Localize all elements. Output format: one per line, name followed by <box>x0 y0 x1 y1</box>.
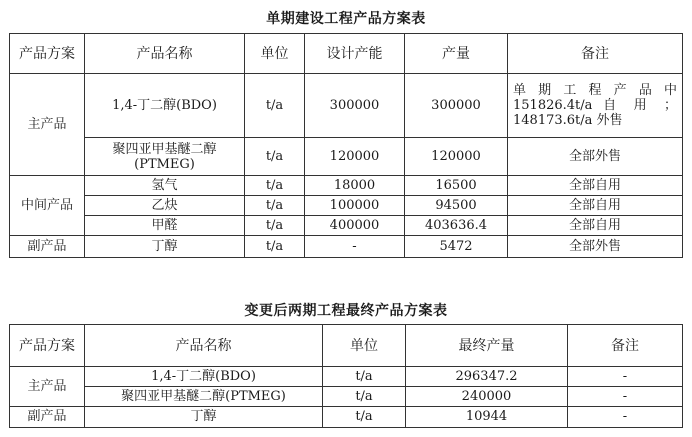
unit-cell: t/a <box>245 138 305 176</box>
product-name: 聚四亚甲基醚二醇(PTMEG) <box>85 387 323 407</box>
remark-cell <box>508 74 683 138</box>
remark-cell: - <box>568 387 683 407</box>
remark-line: 148173.6t/a 外售 <box>513 113 623 128</box>
group-main-product: 主产品 <box>10 367 85 407</box>
header-product-name: 产品名称 <box>85 34 245 74</box>
remark-line: 151826.4t/a 自 用 ； <box>513 98 677 113</box>
capacity-cell: 300000 <box>305 74 405 138</box>
remark-cell: - <box>568 407 683 428</box>
table2-header-row <box>10 325 683 367</box>
table1-title: 单期建设工程产品方案表 <box>266 11 426 27</box>
capacity-cell: 120000 <box>305 138 405 176</box>
header-product-scheme: 产品方案 <box>10 325 85 367</box>
table-row <box>10 407 683 428</box>
output-cell: 240000 <box>406 387 568 407</box>
header-unit: 单位 <box>323 325 406 367</box>
table-row <box>10 236 683 258</box>
table-row <box>10 74 683 138</box>
table-row <box>10 196 683 216</box>
product-name: 1,4-丁二醇(BDO) <box>85 367 323 387</box>
table-row <box>10 176 683 196</box>
output-cell: 10944 <box>406 407 568 428</box>
unit-cell: t/a <box>245 196 305 216</box>
unit-cell: t/a <box>245 74 305 138</box>
final-product-table <box>9 324 683 428</box>
output-cell: 94500 <box>405 196 508 216</box>
header-product-scheme: 产品方案 <box>10 34 85 74</box>
output-cell: 296347.2 <box>406 367 568 387</box>
unit-cell: t/a <box>245 216 305 236</box>
unit-cell: t/a <box>323 367 406 387</box>
product-name: 丁醇 <box>85 407 323 428</box>
capacity-cell: 100000 <box>305 196 405 216</box>
unit-cell: t/a <box>245 236 305 258</box>
product-name: 丁醇 <box>85 236 245 258</box>
product-name: 氢气 <box>85 176 245 196</box>
header-design-capacity: 设计产能 <box>305 34 405 74</box>
output-cell: 300000 <box>405 74 508 138</box>
unit-cell: t/a <box>245 176 305 196</box>
remark-cell: 全部自用 <box>508 216 683 236</box>
capacity-cell: - <box>305 236 405 258</box>
group-main-product: 主产品 <box>10 74 85 176</box>
table1-header-row <box>10 34 683 74</box>
output-cell: 403636.4 <box>405 216 508 236</box>
single-phase-product-table <box>9 33 683 258</box>
remark-cell: 全部自用 <box>508 176 683 196</box>
output-cell: 5472 <box>405 236 508 258</box>
table-row <box>10 367 683 387</box>
remark-cell: 全部外售 <box>508 236 683 258</box>
group-by-product: 副产品 <box>10 407 85 428</box>
header-output: 产量 <box>405 34 508 74</box>
output-cell: 16500 <box>405 176 508 196</box>
header-remarks: 备注 <box>508 34 683 74</box>
table-row <box>10 387 683 407</box>
unit-cell: t/a <box>323 407 406 428</box>
unit-cell: t/a <box>323 387 406 407</box>
header-unit: 单位 <box>245 34 305 74</box>
group-intermediate-product: 中间产品 <box>10 176 85 236</box>
capacity-cell: 400000 <box>305 216 405 236</box>
table-row <box>10 138 683 176</box>
product-name: 1,4-丁二醇(BDO) <box>85 74 245 138</box>
header-final-output: 最终产量 <box>406 325 568 367</box>
table-row <box>10 216 683 236</box>
header-product-name: 产品名称 <box>85 325 323 367</box>
header-remarks: 备注 <box>568 325 683 367</box>
output-cell: 120000 <box>405 138 508 176</box>
remark-cell: 全部自用 <box>508 196 683 216</box>
capacity-cell: 18000 <box>305 176 405 196</box>
table2-title: 变更后两期工程最终产品方案表 <box>244 303 448 319</box>
product-name-line: (PTMEG) <box>134 156 195 172</box>
group-by-product: 副产品 <box>10 236 85 258</box>
remark-cell: - <box>568 367 683 387</box>
remark-cell: 全部外售 <box>508 138 683 176</box>
product-name <box>85 138 245 176</box>
remark-line: 单 期 工 程 产 品 中 <box>513 83 677 98</box>
product-name: 乙炔 <box>85 196 245 216</box>
product-name-line: 聚四亚甲基醚二醇 <box>112 141 217 157</box>
product-name: 甲醛 <box>85 216 245 236</box>
